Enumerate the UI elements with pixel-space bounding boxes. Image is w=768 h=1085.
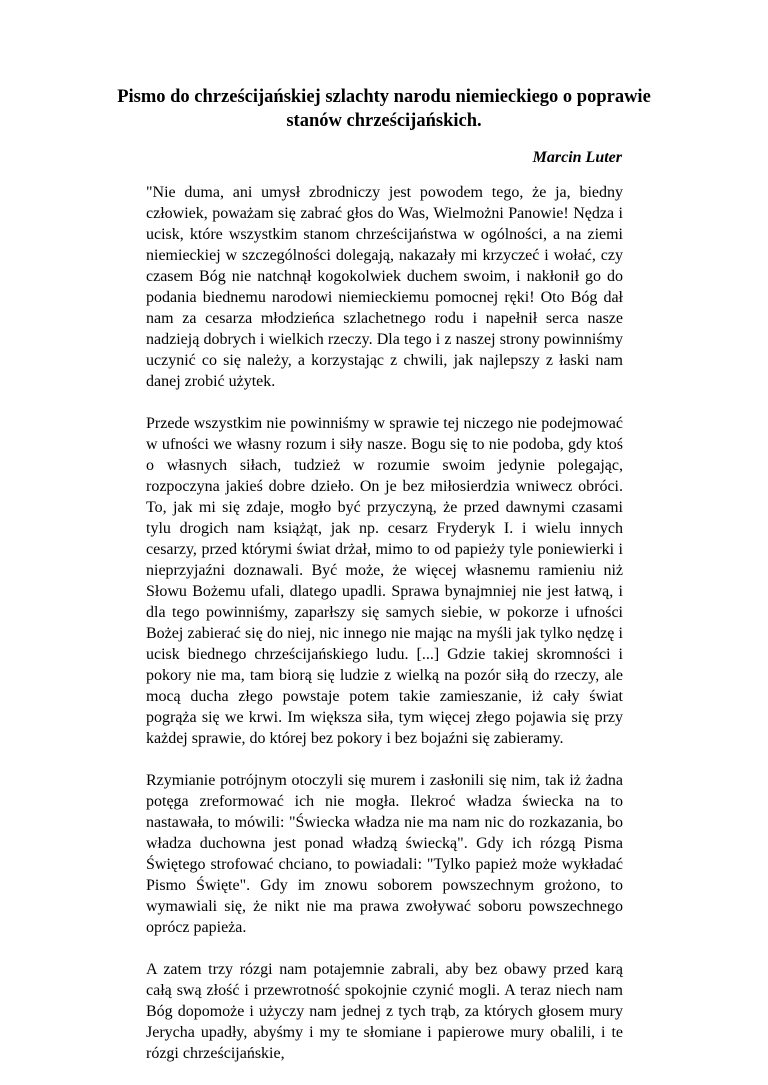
paragraph: Przede wszystkim nie powinniśmy w sprawie tej niczego nie podejmować w ufności we własny rozum i siły nasze. Bogu się to nie podoba, gdy ktoś o własnych siłach, tudzież w rozumie swoim jedynie polegając, rozpoczyna jakieś dobre dzieło. On je bez miłosierdzia wniwecz obróci. To, jak mi się zdaje, mogło być przyczyną, że przed dawnymi czasami tylu drogich nam książąt, jak np. cesarz Fryderyk I. i wielu innych cesarzy, przed którymi świat drżał, mimo to od papieży tyle poniewierki i nieprzyjaźni doznawali. Być może, że więcej własnemu ramieniu niż Słowu Bożemu ufali, dlatego upadli. Sprawa bynajmniej nie jest łatwą, i dla tego powinniśmy, zaparłszy się samych siebie, w pokorze i ufności Bożej zabierać się do niej, nic innego nie mając na myśli jak tylko nędzę i ucisk biednego chrześcijańskiego ludu. [...] Gdzie takiej skromności i pokory nie ma, tam biorą się ludzie z wielką na pozór siłą do rzeczy, ale mocą ducha złego powstaje potem takie zamieszanie, iż cały świat pogrąża się we krwi. Im większa siła, tym więcej złego pojawia się przy każdej sprawie, do której bez pokory i bez bojaźni się zabieramy. [146, 415, 623, 747]
paragraph: Rzymianie potrójnym otoczyli się murem i zasłonili się nim, tak iż żadna potęga zreformować ich nie mogła. Ilekroć władza świecka na to nastawała, to mówili: "Świecka władza nie ma nam nic do rozkazania, bo władza duchowna jest ponad władzą świecką". Gdy ich rózgą Pisma Świętego strofować chciano, to powiadali: "Tylko papież może wykładać Pismo Święte". Gdy im znowu soborem powszechnym grożono, to wymawiali się, że nikt nie ma prawa zwoływać soboru powszechnego oprócz papieża. [146, 772, 623, 936]
paragraph: "Nie duma, ani umysł zbrodniczy jest powodem tego, że ja, biedny człowiek, poważam się zabrać głos do Was, Wielmożni Panowie! Nędza i ucisk, które wszystkim stanom chrześcijaństwa w ogólności, a na ziemi niemieckiej w szczególności dolegają, nakazały mi krzyczeć i wołać, czy czasem Bóg nie natchnął kogokolwiek duchem swoim, i nakłonił go do podania biednemu narodowi niemieckiemu pomocnej ręki! Oto Bóg dał nam za cesarza młodzieńca szlachetnego rodu i napełnił serca nasze nadzieją dobrych i wielkich rzeczy. Dla tego i z naszej strony powinniśmy uczynić co się należy, a korzystając z chwili, jak najlepszy z łaski nam danej zrobić użytek. [146, 184, 623, 390]
author-name: Marcin Luter [532, 149, 622, 166]
paragraph: A zatem trzy rózgi nam potajemnie zabrali, aby bez obawy przed karą całą swą złość i przewrotność spokojnie czynić mogli. A teraz niech nam Bóg dopomoże i użyczy nam jednej z tych trąb, za których głosem mury Jerycha upadły, abyśmy i my te słomiane i papierowe mury obalili, i te rózgi chrześcijańskie, [146, 961, 623, 1062]
document-title: Pismo do chrześcijańskiej szlachty narodu niemieckiego o poprawie stanów chrześcijańskich. [117, 87, 651, 131]
document-body [146, 182, 623, 1085]
